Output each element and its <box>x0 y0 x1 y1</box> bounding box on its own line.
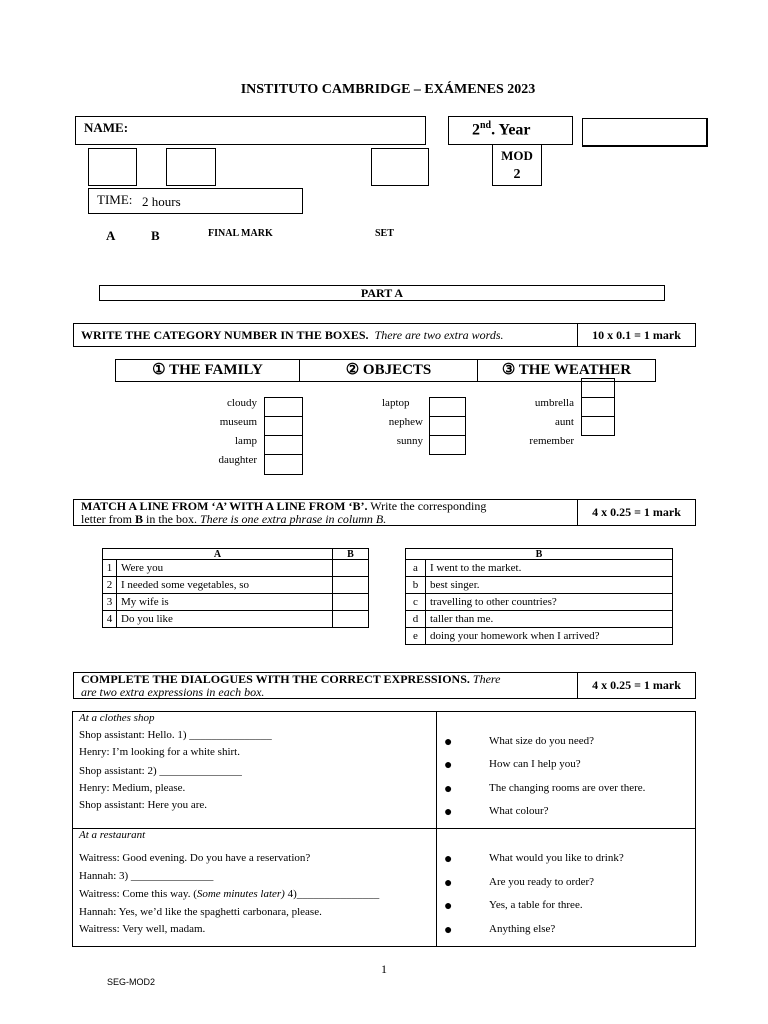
bullet-icon: ● <box>444 758 453 773</box>
bullet-icon: ● <box>444 805 453 820</box>
section2-marks: 4 x 0.25 = 1 mark <box>577 499 696 526</box>
table-row <box>406 611 673 628</box>
footer-code: SEG-MOD2 <box>107 977 156 987</box>
section3-marks: 4 x 0.25 = 1 mark <box>577 672 696 699</box>
option-item: Are you ready to order? <box>489 876 595 888</box>
row-letter: d <box>406 611 426 628</box>
category-answer-box[interactable] <box>581 416 615 436</box>
label-b: B <box>151 228 160 243</box>
option-item: How can I help you? <box>489 758 581 770</box>
row-text: I needed some vegetables, so <box>117 577 333 594</box>
match-table-a <box>102 548 369 628</box>
time-value: 2 hours <box>142 194 181 209</box>
dialogue-line: Waitress: Good evening. Do you have a reservation? <box>79 852 311 864</box>
year-box <box>448 116 573 145</box>
mod-box <box>492 145 542 186</box>
word: lamp <box>235 435 257 447</box>
dialogue-line-part: Waitress: Come this way. ( <box>79 888 197 900</box>
table-b-header: B <box>406 549 673 560</box>
bullet-icon: ● <box>444 852 453 867</box>
section2-instruction-text: in the box. <box>143 512 200 526</box>
row-text: Were you <box>117 560 333 577</box>
table-row <box>406 628 673 645</box>
section2-instruction-text: letter from <box>81 512 135 526</box>
dialogue-line: Shop assistant: Hello. 1) _______________ <box>79 729 272 741</box>
row-text: I went to the market. <box>426 560 673 577</box>
table-row <box>406 560 673 577</box>
time-label: TIME: <box>97 192 133 207</box>
category-family: ① THE FAMILY <box>115 359 300 382</box>
row-letter: e <box>406 628 426 645</box>
category-weather: ③ THE WEATHER <box>477 359 656 382</box>
section3-instruction <box>73 672 578 699</box>
section2-instruction-b: B <box>134 512 143 526</box>
row-text: travelling to other countries? <box>426 594 673 611</box>
dialogue-line <box>79 888 379 900</box>
dialogue-line: Hannah: Yes, we’d like the spaghetti carbonara, please. <box>79 906 322 918</box>
set-label: SET <box>375 228 394 239</box>
row-letter: a <box>406 560 426 577</box>
table-row <box>406 594 673 611</box>
row-text: doing your homework when I arrived? <box>426 628 673 645</box>
section2-instruction-italic: There is one extra phrase in column B. <box>200 512 387 526</box>
category-answer-box[interactable] <box>264 397 303 417</box>
match-table-b <box>405 548 673 645</box>
answer-box[interactable] <box>333 560 369 577</box>
row-text: best singer. <box>426 577 673 594</box>
category-answer-box[interactable] <box>264 454 303 475</box>
final-mark-box[interactable] <box>371 148 429 186</box>
option-item: The changing rooms are over there. <box>489 782 646 794</box>
row-letter: c <box>406 594 426 611</box>
dialogue-line: Henry: Medium, please. <box>79 782 186 794</box>
row-num: 2 <box>103 577 117 594</box>
category-answer-box[interactable] <box>581 378 615 398</box>
mod-label: MOD <box>501 148 533 163</box>
row-num: 3 <box>103 594 117 611</box>
option-item: What would you like to drink? <box>489 852 624 864</box>
page-number: 1 <box>381 962 387 976</box>
section1-instruction <box>73 323 578 347</box>
section2-instruction-bold: MATCH A LINE FROM ‘A’ WITH A LINE FROM ‘B’. <box>81 499 368 513</box>
dialogues-horizontal-divider <box>72 828 696 829</box>
row-letter: b <box>406 577 426 594</box>
name-field[interactable] <box>75 116 426 145</box>
section1-marks: 10 x 0.1 = 1 mark <box>577 323 696 347</box>
word: aunt <box>555 416 574 428</box>
option-item: What colour? <box>489 805 549 817</box>
dialogue-line: Shop assistant: 2) _______________ <box>79 765 242 777</box>
dialogue1-setting: At a clothes shop <box>79 712 155 724</box>
table-a-answer-header: B <box>333 549 369 560</box>
word: daughter <box>218 454 257 466</box>
dialogues-vertical-divider <box>436 711 437 947</box>
category-answer-box[interactable] <box>581 397 615 417</box>
dialogue-line: Shop assistant: Here you are. <box>79 799 207 811</box>
table-row <box>103 577 369 594</box>
bullet-icon: ● <box>444 735 453 750</box>
row-num: 1 <box>103 560 117 577</box>
category-answer-box[interactable] <box>429 435 466 455</box>
answer-box[interactable] <box>333 594 369 611</box>
section1-instruction-bold: WRITE THE CATEGORY NUMBER IN THE BOXES. <box>81 328 369 342</box>
answer-box[interactable] <box>333 577 369 594</box>
bullet-icon: ● <box>444 899 453 914</box>
dialogue-line: Hannah: 3) _______________ <box>79 870 214 882</box>
table-row <box>406 577 673 594</box>
final-mark-label: FINAL MARK <box>208 228 273 239</box>
answer-box[interactable] <box>333 611 369 628</box>
table-a-header: A <box>103 549 333 560</box>
dialogue-line: Henry: I’m looking for a white shirt. <box>79 746 240 758</box>
category-answer-box[interactable] <box>264 416 303 436</box>
table-row <box>103 594 369 611</box>
mark-box[interactable] <box>582 118 708 147</box>
option-item: Yes, a table for three. <box>489 899 583 911</box>
word: cloudy <box>227 397 257 409</box>
bullet-icon: ● <box>444 923 453 938</box>
category-objects: ② OBJECTS <box>299 359 478 382</box>
row-num: 4 <box>103 611 117 628</box>
word: umbrella <box>534 397 574 409</box>
label-a: A <box>106 228 116 243</box>
category-answer-box[interactable] <box>264 435 303 455</box>
section2-instruction <box>73 499 578 526</box>
section3-instruction-italic: There <box>469 672 501 686</box>
page-title: INSTITUTO CAMBRIDGE – EXÁMENES 2023 <box>240 82 536 97</box>
word: laptop <box>382 397 410 409</box>
dialogue-line: Waitress: Very well, madam. <box>79 923 206 935</box>
section2-instruction-normal: Write the corresponding <box>367 499 487 513</box>
category-answer-box[interactable] <box>429 416 466 436</box>
year-label: 2nd. Year <box>472 120 531 139</box>
time-box <box>88 188 303 214</box>
table-row <box>103 611 369 628</box>
dialogue2-setting: At a restaurant <box>79 829 146 841</box>
row-text: Do you like <box>117 611 333 628</box>
dialogue-line-italic: Some minutes later) <box>196 888 285 900</box>
box-a[interactable] <box>88 148 137 186</box>
section3-instruction-bold: COMPLETE THE DIALOGUES WITH THE CORRECT EXPRESSIONS. <box>81 672 470 686</box>
dialogue-line-part: 4)_______________ <box>284 888 380 900</box>
word: remember <box>529 435 574 447</box>
category-answer-box[interactable] <box>429 397 466 417</box>
row-text: My wife is <box>117 594 333 611</box>
row-text: taller than me. <box>426 611 673 628</box>
word: nephew <box>388 416 423 428</box>
bullet-icon: ● <box>444 782 453 797</box>
name-label: NAME: <box>84 120 129 135</box>
word: sunny <box>396 435 423 447</box>
option-item: What size do you need? <box>489 735 595 747</box>
word: museum <box>219 416 257 428</box>
section1-instruction-italic: There are two extra words. <box>374 328 504 342</box>
table-row <box>103 560 369 577</box>
part-a-heading: PART A <box>99 285 665 301</box>
bullet-icon: ● <box>444 876 453 891</box>
box-b[interactable] <box>166 148 216 186</box>
option-item: Anything else? <box>489 923 556 935</box>
mod-value: 2 <box>513 167 521 182</box>
section3-instruction-italic: are two extra expressions in each box. <box>81 685 265 699</box>
